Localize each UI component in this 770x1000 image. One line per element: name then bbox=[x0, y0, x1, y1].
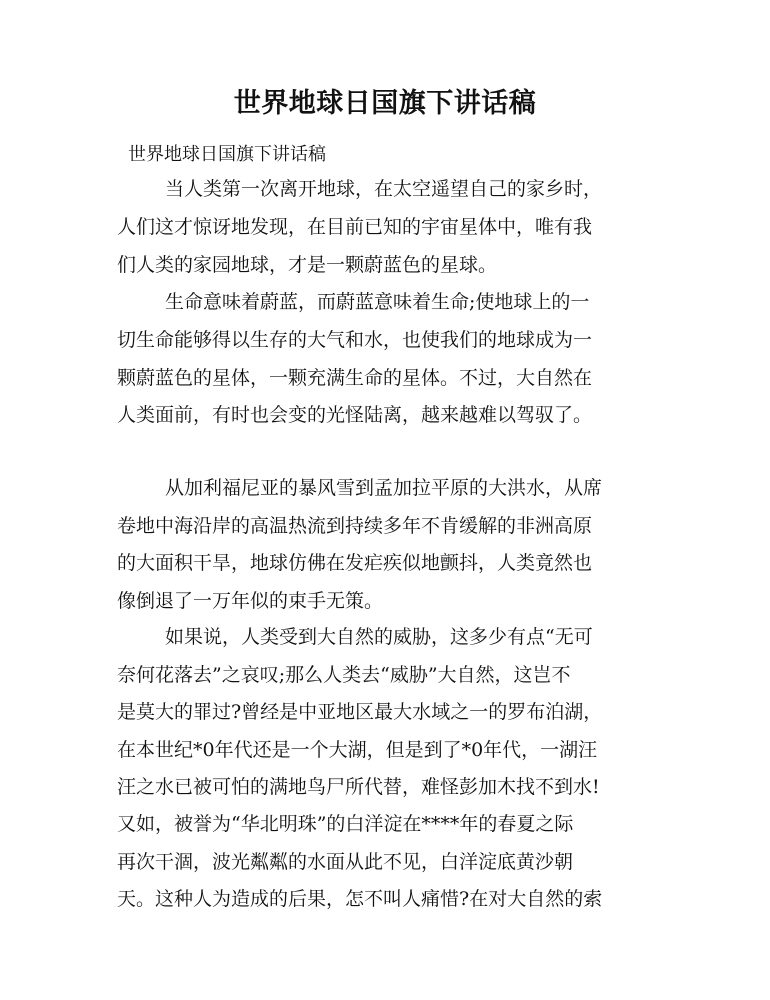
text-line: 生命意味着蔚蓝，而蔚蓝意味着生命;使地球上的一 bbox=[165, 291, 590, 313]
text-line: 颗蔚蓝色的星体，一颗充满生命的星体。不过，大自然在 bbox=[117, 367, 593, 389]
text-line: 从加利福尼亚的暴风雪到孟加拉平原的大洪水，从席 bbox=[165, 477, 603, 499]
text-line: 的大面积干旱，地球仿佛在发疟疾似地颤抖，人类竟然也 bbox=[117, 552, 593, 574]
text-line: 人类面前，有时也会变的光怪陆离，越来越难以驾驭了。 bbox=[117, 404, 593, 426]
text-line: 切生命能够得以生存的大气和水，也使我们的地球成为一 bbox=[117, 329, 593, 351]
text-line: 汪之水已被可怕的满地鸟尸所代替，难怪彭加木找不到水! bbox=[117, 776, 600, 798]
text-line: 卷地中海沿岸的高温热流到持续多年不肯缓解的非洲高原 bbox=[117, 515, 593, 537]
text-line: 在本世纪*0年代还是一个大湖，但是到了*0年代，一湖汪 bbox=[117, 739, 598, 761]
text-line: 是莫大的罪过?曾经是中亚地区最大水域之一的罗布泊湖， bbox=[117, 701, 603, 723]
text-line: 们人类的家园地球，才是一颗蔚蓝色的星球。 bbox=[117, 254, 498, 276]
text-line: 奈何花落去”之哀叹;那么人类去“威胁”大自然，这岂不 bbox=[117, 664, 571, 686]
text-line: 像倒退了一万年似的束手无策。 bbox=[117, 590, 384, 612]
text-line: 人们这才惊讶地发现，在目前已知的宇宙星体中，唯有我 bbox=[117, 216, 593, 238]
text-line: 再次干涸，波光粼粼的水面从此不见，白洋淀底黄沙朝 bbox=[117, 851, 574, 873]
document-title: 世界地球日国旗下讲话稿 bbox=[233, 88, 537, 119]
text-line: 天。这种人为造成的后果，怎不叫人痛惜?在对大自然的索 bbox=[117, 888, 603, 910]
text-line: 当人类第一次离开地球，在太空遥望自己的家乡时， bbox=[165, 178, 603, 200]
document-subtitle: 世界地球日国旗下讲话稿 bbox=[128, 144, 326, 165]
text-line: 如果说，人类受到大自然的威胁，这多少有点“无可 bbox=[165, 626, 593, 648]
text-line: 又如，被誉为“华北明珠”的白洋淀在****年的春夏之际 bbox=[117, 813, 574, 835]
